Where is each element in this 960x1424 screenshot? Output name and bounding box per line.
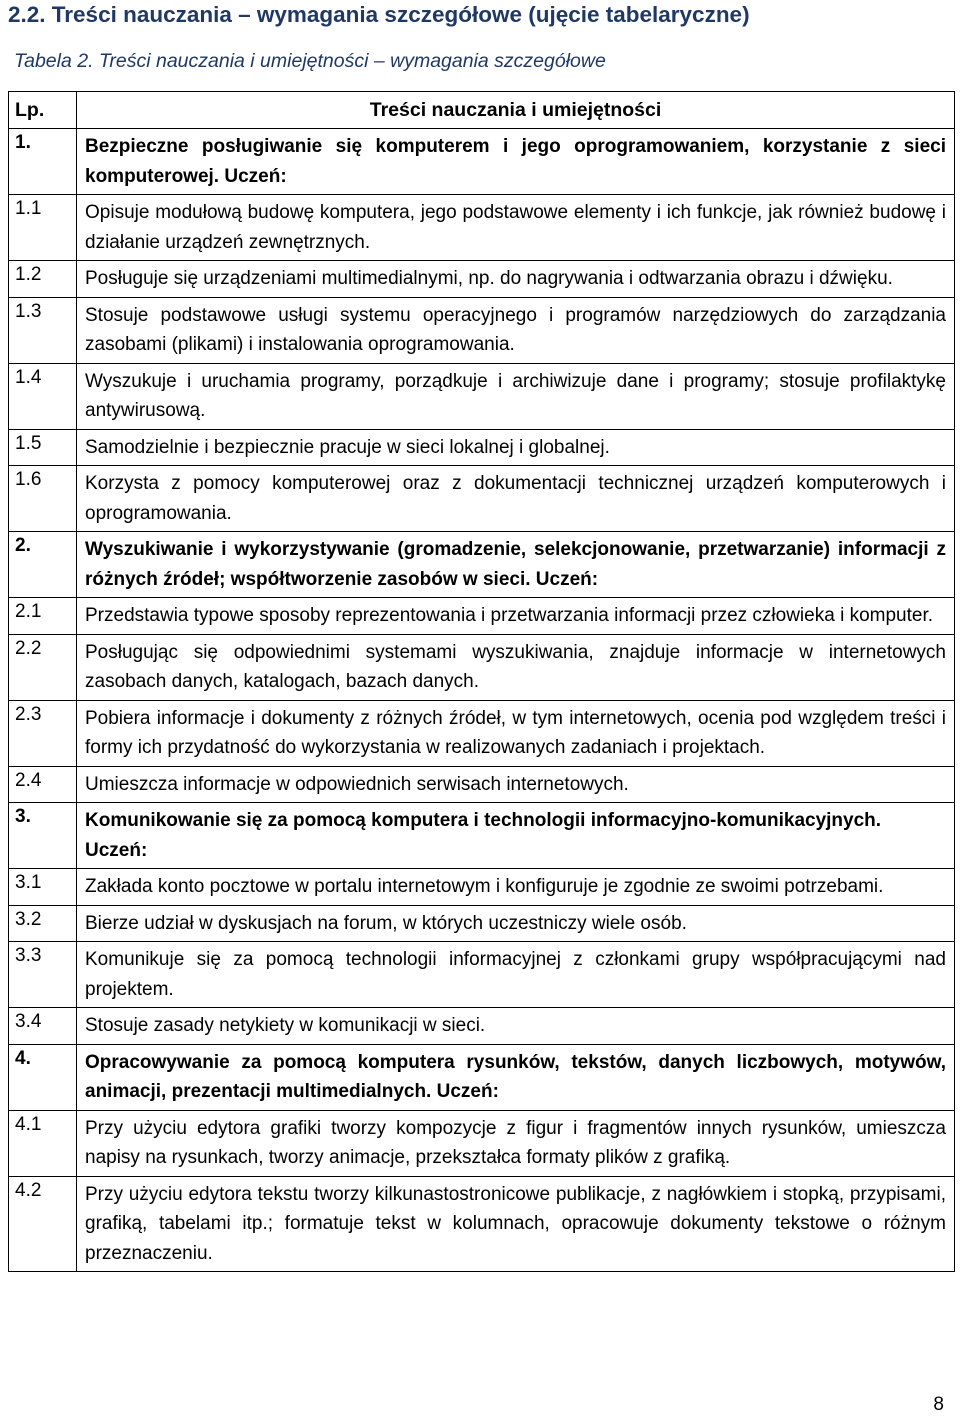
row-text: Posługując się odpowiednimi systemami wyszukiwania, znajduje informacje w internetowych zasobach danych, katalogach, bazach danych. <box>77 634 955 700</box>
section-heading: 2.2. Treści nauczania – wymagania szczegółowe (ujęcie tabelaryczne) <box>8 2 750 27</box>
row-number: 3.1 <box>9 869 77 906</box>
row-text: Wyszukiwanie i wykorzystywanie (gromadzenie, selekcjonowanie, przetwarzanie) informacji z różnych źródeł; współtworzenie zasobów w sieci. Uczeń: <box>77 532 955 598</box>
header-content: Treści nauczania i umiejętności <box>77 92 955 129</box>
table-header-row <box>9 92 955 129</box>
table-row <box>9 1110 955 1176</box>
row-number: 1.3 <box>9 297 77 363</box>
table-row <box>9 261 955 298</box>
row-number: 1.4 <box>9 363 77 429</box>
row-text: Opracowywanie za pomocą komputera rysunków, tekstów, danych liczbowych, motywów, animacji, prezentacji multimedialnych. Uczeń: <box>77 1044 955 1110</box>
table-row <box>9 1008 955 1045</box>
table-row <box>9 195 955 261</box>
row-text: Umieszcza informacje w odpowiednich serwisach internetowych. <box>77 766 955 803</box>
row-number: 4.2 <box>9 1176 77 1272</box>
row-number: 1.6 <box>9 466 77 532</box>
table-row <box>9 634 955 700</box>
row-text: Bierze udział w dyskusjach na forum, w których uczestniczy wiele osób. <box>77 905 955 942</box>
table-row <box>9 766 955 803</box>
table-row <box>9 598 955 635</box>
table-row <box>9 803 955 869</box>
row-number: 1.1 <box>9 195 77 261</box>
row-number: 2.1 <box>9 598 77 635</box>
row-number: 2.4 <box>9 766 77 803</box>
row-number: 4.1 <box>9 1110 77 1176</box>
row-number: 1.5 <box>9 429 77 466</box>
row-text: Posługuje się urządzeniami multimedialnymi, np. do nagrywania i odtwarzania obrazu i dźwięku. <box>77 261 955 298</box>
row-text: Przy użyciu edytora grafiki tworzy kompozycje z figur i fragmentów innych rysunków, umieszcza napisy na rysunkach, tworzy animacje, przekształca formaty plików z grafiką. <box>77 1110 955 1176</box>
page-number: 8 <box>933 1394 944 1415</box>
table-row <box>9 129 955 195</box>
table-row <box>9 297 955 363</box>
row-number: 3.2 <box>9 905 77 942</box>
row-number: 3. <box>9 803 77 869</box>
row-number: 4. <box>9 1044 77 1110</box>
row-number: 1. <box>9 129 77 195</box>
row-text: Stosuje zasady netykiety w komunikacji w sieci. <box>77 1008 955 1045</box>
table-row <box>9 466 955 532</box>
table-row <box>9 942 955 1008</box>
row-number: 1.2 <box>9 261 77 298</box>
row-number: 3.3 <box>9 942 77 1008</box>
row-text: Stosuje podstawowe usługi systemu operacyjnego i programów narzędziowych do zarządzania zasobami (plikami) i instalowania oprogramowania. <box>77 297 955 363</box>
row-text: Bezpieczne posługiwanie się komputerem i jego oprogramowaniem, korzystanie z sieci komputerowej. Uczeń: <box>77 129 955 195</box>
table-row <box>9 429 955 466</box>
row-text: Przedstawia typowe sposoby reprezentowania i przetwarzania informacji przez człowieka i komputer. <box>77 598 955 635</box>
row-number: 2.3 <box>9 700 77 766</box>
table-row <box>9 1176 955 1272</box>
table-caption: Tabela 2. Treści nauczania i umiejętności – wymagania szczegółowe <box>14 50 606 72</box>
row-number: 2. <box>9 532 77 598</box>
row-number: 2.2 <box>9 634 77 700</box>
table-row <box>9 532 955 598</box>
row-text: Korzysta z pomocy komputerowej oraz z dokumentacji technicznej urządzeń komputerowych i oprogramowania. <box>77 466 955 532</box>
row-text: Zakłada konto pocztowe w portalu internetowym i konfiguruje je zgodnie ze swoimi potrzebami. <box>77 869 955 906</box>
row-text: Pobiera informacje i dokumenty z różnych źródeł, w tym internetowych, ocenia pod względem treści i formy ich przydatność do wykorzystania w realizowanych zadaniach i projektach. <box>77 700 955 766</box>
requirements-table <box>8 91 955 1272</box>
table-row <box>9 700 955 766</box>
row-text: Wyszukuje i uruchamia programy, porządkuje i archiwizuje dane i programy; stosuje profilaktykę antywirusową. <box>77 363 955 429</box>
row-text: Przy użyciu edytora tekstu tworzy kilkunastostronicowe publikacje, z nagłówkiem i stopką, przypisami, grafiką, tabelami itp.; formatuje tekst w kolumnach, opracowuje dokumenty tekstowe o różnym przeznaczeniu. <box>77 1176 955 1272</box>
header-lp: Lp. <box>9 92 77 129</box>
row-number: 3.4 <box>9 1008 77 1045</box>
row-text: Opisuje modułową budowę komputera, jego podstawowe elementy i ich funkcje, jak również budowę i działanie urządzeń zewnętrznych. <box>77 195 955 261</box>
row-text: Komunikuje się za pomocą technologii informacyjnej z członkami grupy współpracującymi nad projektem. <box>77 942 955 1008</box>
table-row <box>9 1044 955 1110</box>
row-text: Samodzielnie i bezpiecznie pracuje w sieci lokalnej i globalnej. <box>77 429 955 466</box>
table-row <box>9 869 955 906</box>
table-row <box>9 363 955 429</box>
row-text: Komunikowanie się za pomocą komputera i technologii informacyjno-komunikacyjnych. Uczeń: <box>77 803 955 869</box>
table-row <box>9 905 955 942</box>
